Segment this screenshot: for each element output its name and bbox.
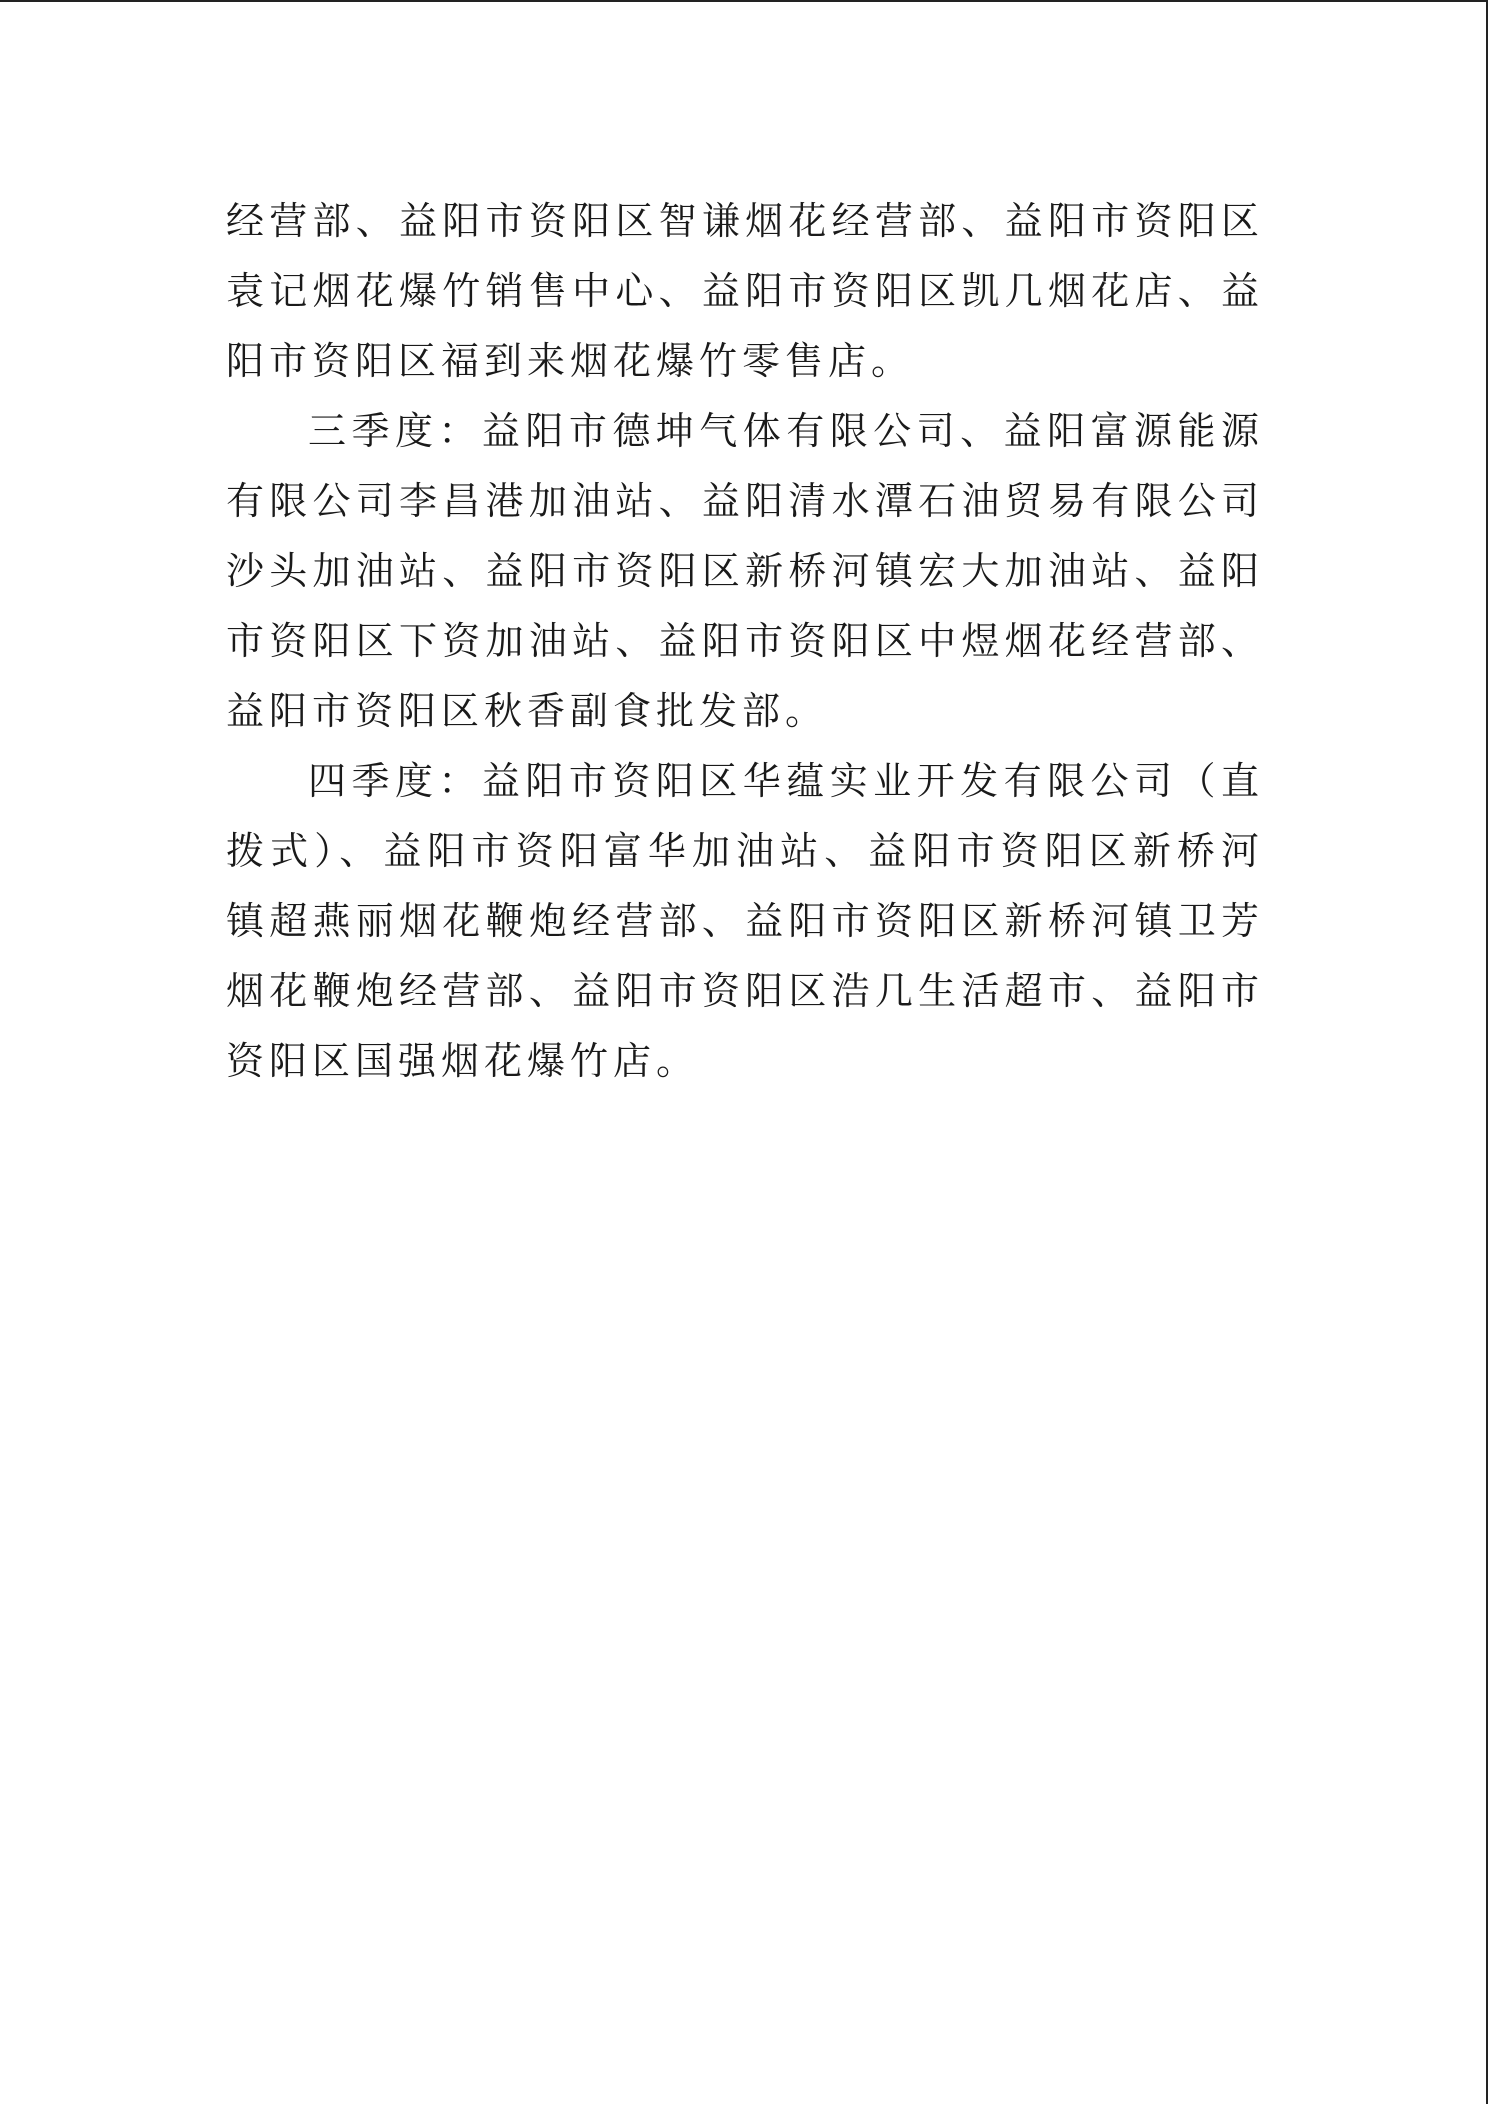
paragraph-fourth-quarter: 四季度：益阳市资阳区华蕴实业开发有限公司（直拨式）、益阳市资阳富华加油站、益阳市资阳区新桥河镇超燕丽烟花鞭炮经营部、益阳市资阳区新桥河镇卫芳烟花鞭炮经营部、益阳市资阳区浩几生活超市、益阳市资阳区国强烟花爆竹店。: [226, 759, 1264, 1083]
paragraph-continuation: 经营部、益阳市资阳区智谦烟花经营部、益阳市资阳区袁记烟花爆竹销售中心、益阳市资阳区凯几烟花店、益阳市资阳区福到来烟花爆竹零售店。: [226, 199, 1264, 383]
document-body: [226, 186, 1264, 1096]
paragraph-third-quarter: 三季度：益阳市德坤气体有限公司、益阳富源能源有限公司李昌港加油站、益阳清水潭石油贸易有限公司沙头加油站、益阳市资阳区新桥河镇宏大加油站、益阳市资阳区下资加油站、益阳市资阳区中煜烟花经营部、益阳市资阳区秋香副食批发部。: [226, 409, 1264, 733]
